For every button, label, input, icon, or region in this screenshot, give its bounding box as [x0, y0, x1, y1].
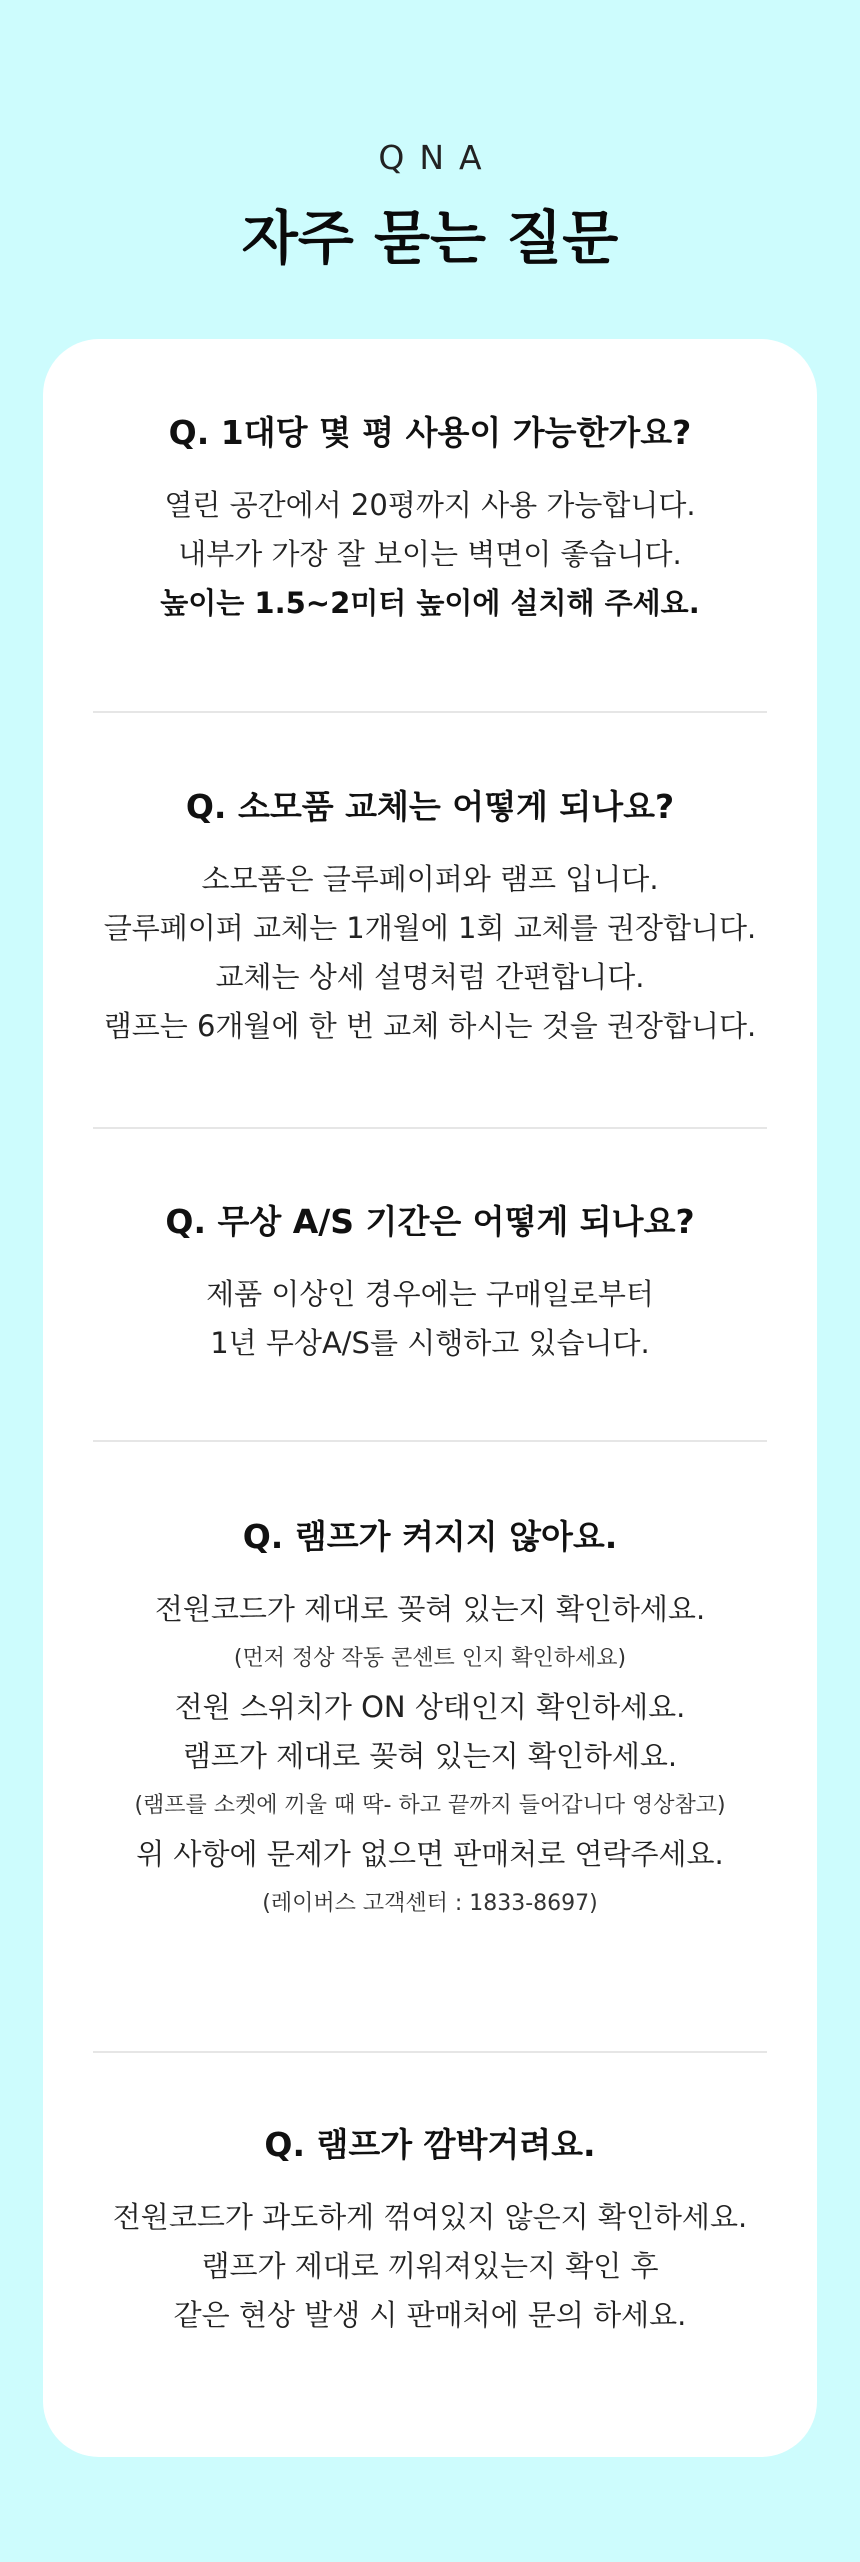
faq-answer-line: 전원코드가 과도하게 꺾여있지 않은지 확인하세요. — [112, 2200, 748, 2234]
eyebrow-label: QNA — [378, 138, 497, 177]
faq-item-warranty — [43, 1200, 817, 1368]
page-title: 자주 묻는 질문 — [241, 204, 619, 272]
faq-question: Q. 소모품 교체는 어떻게 되나요? — [185, 787, 675, 826]
faq-answer-line: 글루페이퍼 교체는 1개월에 1회 교체를 권장합니다. — [103, 911, 757, 945]
faq-answer — [43, 855, 817, 1051]
faq-answer-line: 같은 현상 발생 시 판매처에 문의 하세요. — [173, 2298, 687, 2332]
faq-answer-line: 제품 이상인 경우에는 구매일로부터 — [206, 1277, 654, 1311]
faq-card — [43, 339, 817, 2457]
faq-answer-line: 교체는 상세 설명처럼 간편합니다. — [215, 960, 645, 994]
faq-question: Q. 램프가 깜박거려요. — [264, 2125, 596, 2164]
faq-answer-line: 열린 공간에서 20평까지 사용 가능합니다. — [164, 488, 696, 522]
faq-answer-line: 위 사항에 문제가 없으면 판매처로 연락주세요. — [136, 1837, 724, 1871]
faq-answer-line: 램프는 6개월에 한 번 교체 하시는 것을 권장합니다. — [103, 1009, 757, 1043]
faq-answer-line: 전원코드가 제대로 꽂혀 있는지 확인하세요. — [154, 1592, 706, 1626]
faq-answer-line: 램프가 제대로 끼워져있는지 확인 후 — [201, 2249, 659, 2283]
faq-answer-line: 소모품은 글루페이퍼와 램프 입니다. — [201, 862, 659, 896]
faq-answer-note: (레이버스 고객센터 : 1833-8697) — [262, 1891, 598, 1916]
faq-answer — [43, 2193, 817, 2340]
faq-divider — [93, 711, 767, 713]
faq-answer-line: 전원 스위치가 ON 상태인지 확인하세요. — [174, 1690, 686, 1724]
faq-answer-line: 1년 무상A/S를 시행하고 있습니다. — [210, 1326, 650, 1360]
faq-answer — [43, 1585, 817, 1928]
faq-item-area-coverage — [43, 411, 817, 628]
faq-answer — [43, 1270, 817, 1368]
faq-question: Q. 무상 A/S 기간은 어떻게 되나요? — [165, 1202, 695, 1241]
faq-divider — [93, 1127, 767, 1129]
faq-answer-line: 내부가 가장 잘 보이는 벽면이 좋습니다. — [178, 537, 682, 571]
faq-answer-note: (램프를 소켓에 끼울 때 딱- 하고 끝까지 들어갑니다 영상참고) — [134, 1793, 726, 1818]
faq-answer-note: (먼저 정상 작동 콘센트 인지 확인하세요) — [233, 1646, 627, 1671]
faq-answer — [43, 481, 817, 628]
faq-answer-line: 램프가 제대로 꽂혀 있는지 확인하세요. — [182, 1739, 678, 1773]
faq-divider — [93, 2051, 767, 2053]
faq-question: Q. 램프가 켜지지 않아요. — [242, 1517, 618, 1556]
faq-item-lamp-not-on — [43, 1515, 817, 1928]
faq-item-lamp-flicker — [43, 2123, 817, 2340]
faq-question: Q. 1대당 몇 평 사용이 가능한가요? — [168, 413, 692, 452]
faq-answer-line: 높이는 1.5~2미터 높이에 설치해 주세요. — [160, 586, 700, 620]
faq-divider — [93, 1440, 767, 1442]
faq-item-consumables — [43, 785, 817, 1051]
